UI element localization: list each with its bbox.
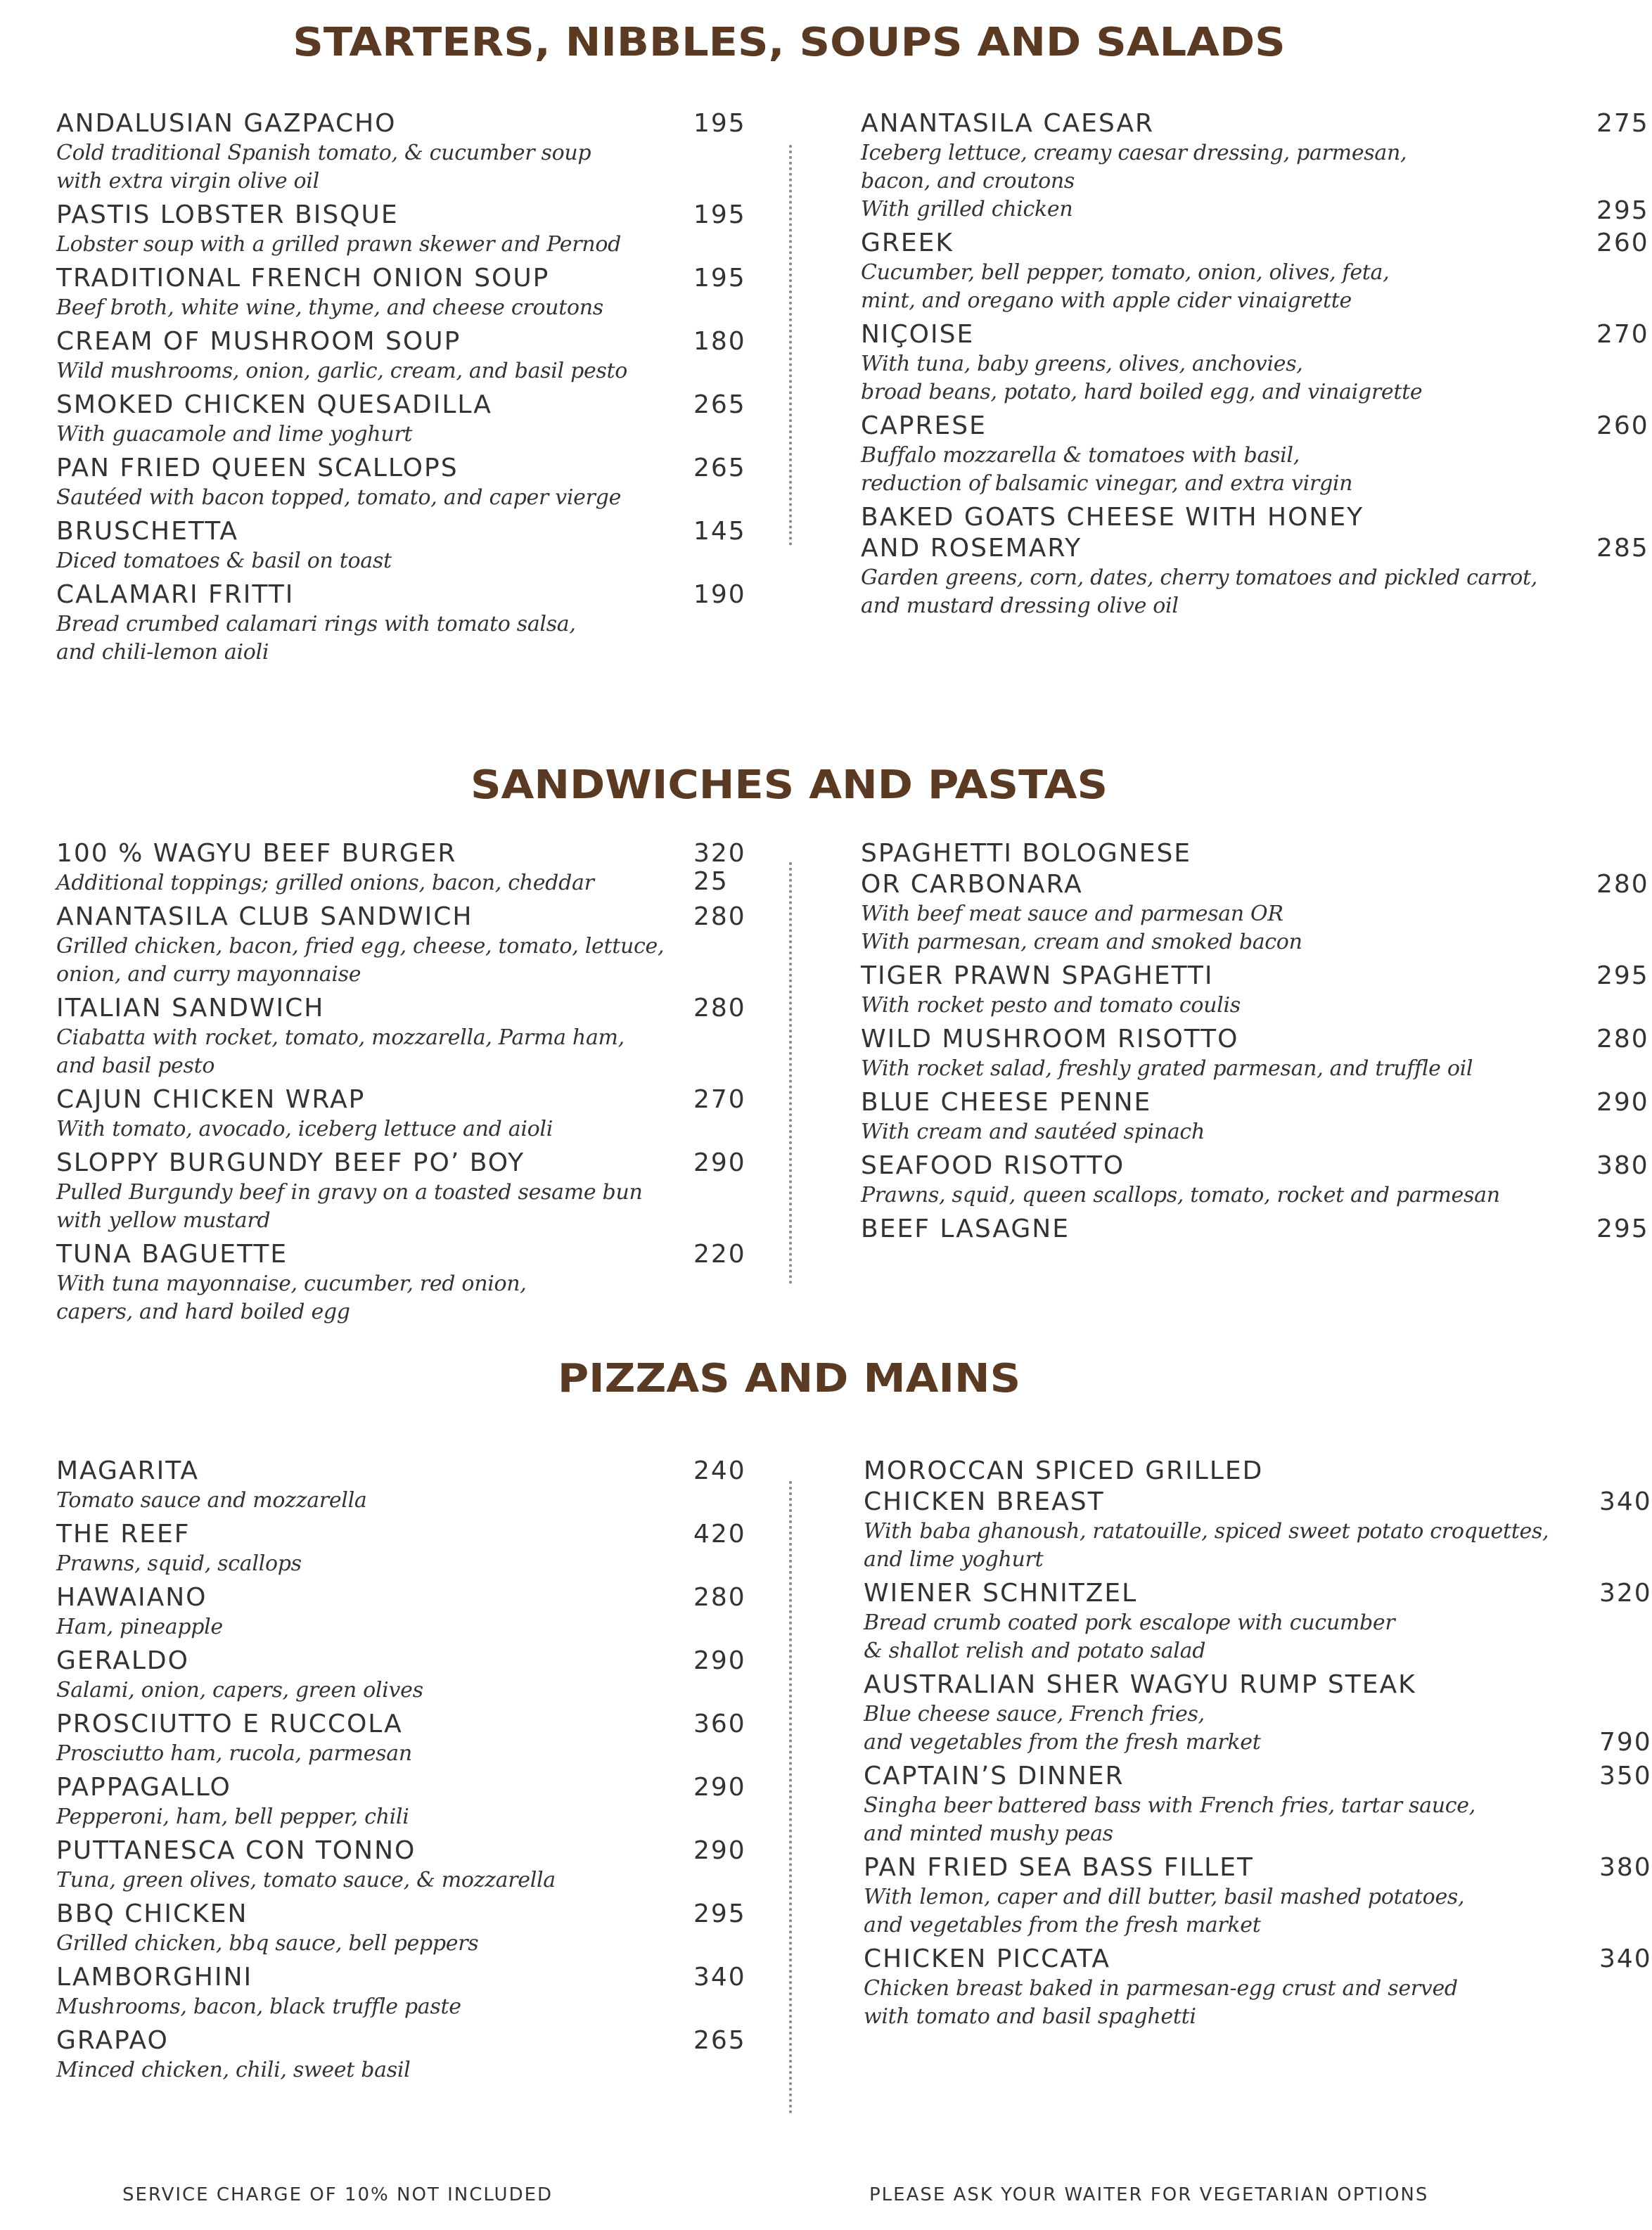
item-name: GREEK — [861, 229, 954, 257]
item-name: ITALIAN SANDWICH — [56, 994, 325, 1023]
menu-item-cajun-chicken-wrap — [56, 1084, 746, 1143]
item-price: 350 — [1599, 1762, 1652, 1790]
item-description: reduction of balsamic vinegar, and extra virgin — [861, 471, 1353, 496]
item-name: ANANTASILA CLUB SANDWICH — [56, 902, 473, 931]
item-name: BRUSCHETTA — [56, 517, 239, 546]
item-description: mint, and oregano with apple cider vinaigrette — [861, 288, 1352, 313]
item-description: Sautéed with bacon topped, tomato, and caper vierge — [56, 485, 622, 510]
item-description: Tuna, green olives, tomato sauce, & mozzarella — [56, 1868, 556, 1892]
menu-item-greek — [861, 228, 1649, 315]
item-description: With tuna mayonnaise, cucumber, red onion, — [56, 1271, 527, 1296]
menu-item-seafood-risotto — [861, 1151, 1649, 1210]
menu-item-andalusian-gazpacho — [56, 108, 746, 196]
item-description: With cream and sautéed spinach — [861, 1120, 1205, 1144]
item-description: Grilled chicken, bbq sauce, bell peppers — [56, 1931, 479, 1956]
item-price: 380 — [1599, 1853, 1652, 1882]
item-name: THE REEF — [56, 1520, 191, 1549]
item-name-continued: CHICKEN BREAST — [864, 1487, 1105, 1516]
item-price: 320 — [1599, 1579, 1652, 1608]
menu-item-grapao — [56, 2025, 746, 2084]
item-name: BLUE CHEESE PENNE — [861, 1088, 1152, 1117]
item-description: and mustard dressing olive oil — [861, 594, 1179, 618]
item-description: Lobster soup with a grilled prawn skewer and Pernod — [56, 232, 621, 257]
column-divider — [789, 862, 792, 1284]
item-description: With baba ghanoush, ratatouille, spiced sweet potato croquettes, — [864, 1519, 1549, 1544]
item-name: PROSCIUTTO E RUCCOLA — [56, 1710, 403, 1738]
item-description: Prosciutto ham, rucola, parmesan — [56, 1741, 412, 1766]
menu-item-100-wagyu-beef-burger — [56, 838, 746, 897]
item-price: 270 — [693, 1085, 746, 1114]
menu-item-baked-goats-cheese-with-honey — [861, 502, 1649, 620]
item-price: 360 — [693, 1710, 746, 1738]
footer-service-charge: SERVICE CHARGE OF 10% NOT INCLUDED — [122, 2184, 553, 2205]
item-price: 420 — [693, 1520, 746, 1549]
item-description: and minted mushy peas — [864, 1821, 1113, 1846]
item-name: NIÇOISE — [861, 320, 975, 349]
menu-item-pappagallo — [56, 1772, 746, 1831]
item-name: AUSTRALIAN SHER WAGYU RUMP STEAK — [864, 1670, 1416, 1699]
menu-item-chicken-piccata — [864, 1944, 1652, 2031]
item-description: Ciabatta with rocket, tomato, mozzarella, Parma ham, — [56, 1025, 625, 1050]
item-name: BEEF LASAGNE — [861, 1215, 1070, 1243]
item-price: 380 — [1596, 1151, 1649, 1180]
column-divider — [789, 145, 792, 546]
item-description: Pulled Burgundy beef in gravy on a toasted sesame bun — [56, 1180, 643, 1205]
item-name: WILD MUSHROOM RISOTTO — [861, 1025, 1239, 1053]
item-name: CREAM OF MUSHROOM SOUP — [56, 327, 461, 356]
item-price: 260 — [1596, 229, 1649, 257]
menu-item-beef-lasagne — [861, 1214, 1649, 1245]
item-name: TRADITIONAL FRENCH ONION SOUP — [56, 264, 550, 293]
item-price: 790 — [1599, 1728, 1652, 1757]
item-name: CALAMARI FRITTI — [56, 580, 295, 609]
item-description: and vegetables from the fresh market — [864, 1913, 1261, 1937]
item-price: 290 — [693, 1836, 746, 1865]
item-price: 240 — [693, 1456, 746, 1485]
menu-item-anantasila-caesar — [861, 108, 1649, 225]
item-price: 280 — [693, 994, 746, 1023]
item-price: 220 — [693, 1240, 746, 1269]
item-description: With tomato, avocado, iceberg lettuce and aioli — [56, 1117, 553, 1141]
item-price: 265 — [693, 2026, 746, 2055]
item-name: SMOKED CHICKEN QUESADILLA — [56, 390, 492, 419]
menu-item-magarita — [56, 1456, 746, 1515]
menu-item-bbq-chicken — [56, 1899, 746, 1958]
item-name: LAMBORGHINI — [56, 1963, 253, 1992]
item-description: Chicken breast baked in parmesan-egg crust and served — [864, 1976, 1458, 2001]
item-description: with yellow mustard — [56, 1208, 271, 1233]
item-description: Cucumber, bell pepper, tomato, onion, olives, feta, — [861, 260, 1390, 285]
item-name-continued: AND ROSEMARY — [861, 534, 1082, 563]
item-name: GRAPAO — [56, 2026, 169, 2055]
item-name: CHICKEN PICCATA — [864, 1944, 1110, 1973]
item-name: WIENER SCHNITZEL — [864, 1579, 1138, 1608]
item-price: 145 — [693, 517, 746, 546]
column-divider — [789, 1481, 792, 2114]
item-price: 285 — [1596, 534, 1649, 563]
item-name: PUTTANESCA CON TONNO — [56, 1836, 416, 1865]
item-description: Beef broth, white wine, thyme, and cheese croutons — [56, 295, 603, 320]
item-name: CAJUN CHICKEN WRAP — [56, 1085, 366, 1114]
item-description: Pepperoni, ham, bell pepper, chili — [56, 1805, 409, 1829]
section-title-pizzas: PIZZAS AND MAINS — [557, 1356, 1021, 1402]
item-price: 290 — [693, 1646, 746, 1675]
menu-item-captain-s-dinner — [864, 1761, 1652, 1848]
item-name: SLOPPY BURGUNDY BEEF PO’ BOY — [56, 1148, 525, 1177]
section-title-starters: STARTERS, NIBBLES, SOUPS AND SALADS — [293, 20, 1286, 65]
menu-item-puttanesca-con-tonno — [56, 1835, 746, 1895]
menu-item-cream-of-mushroom-soup — [56, 326, 746, 385]
item-description: Minced chicken, chili, sweet basil — [56, 2058, 411, 2082]
menu-item-anantasila-club-sandwich — [56, 902, 746, 989]
item-description: Bread crumbed calamari rings with tomato salsa, — [56, 612, 576, 636]
item-price: 195 — [693, 200, 746, 229]
menu-item-spaghetti-bolognese — [861, 838, 1649, 956]
starters-right-column — [861, 108, 1649, 624]
menu-item-pastis-lobster-bisque — [56, 200, 746, 259]
item-description: Iceberg lettuce, creamy caesar dressing, parmesan, — [861, 141, 1407, 165]
menu-item-pan-fried-sea-bass-fillet — [864, 1852, 1652, 1940]
menu-item-nicoise — [861, 319, 1649, 406]
item-description: Additional toppings; grilled onions, bacon, cheddar — [56, 871, 594, 895]
item-description: With beef meat sauce and parmesan OR — [861, 902, 1283, 926]
item-description: broad beans, potato, hard boiled egg, and vinaigrette — [861, 380, 1423, 404]
item-description: With rocket pesto and tomato coulis — [861, 993, 1241, 1018]
item-description: bacon, and croutons — [861, 169, 1075, 193]
item-price: 295 — [693, 1899, 746, 1928]
item-description: With lemon, caper and dill butter, basil mashed potatoes, — [864, 1885, 1465, 1909]
item-description: With rocket salad, freshly grated parmesan, and truffle oil — [861, 1056, 1473, 1081]
item-description: Prawns, squid, queen scallops, tomato, rocket and parmesan — [861, 1183, 1500, 1207]
menu-item-smoked-chicken-quesadilla — [56, 390, 746, 449]
menu-item-wild-mushroom-risotto — [861, 1024, 1649, 1083]
item-description: Singha beer battered bass with French fries, tartar sauce, — [864, 1793, 1475, 1818]
item-option-price: 295 — [1596, 196, 1649, 225]
item-name: PASTIS LOBSTER BISQUE — [56, 200, 399, 229]
item-price: 195 — [693, 109, 746, 138]
item-description: Mushrooms, bacon, black truffle paste — [56, 1994, 461, 2019]
item-name: SEAFOOD RISOTTO — [861, 1151, 1125, 1180]
item-description: With tuna, baby greens, olives, anchovies, — [861, 352, 1303, 376]
sandwiches-left-column — [56, 838, 746, 1331]
item-description: Blue cheese sauce, French fries, — [864, 1702, 1205, 1726]
menu-item-hawaiano — [56, 1582, 746, 1641]
item-price: 295 — [1596, 1215, 1649, 1243]
item-name: 100 % WAGYU BEEF BURGER — [56, 839, 457, 868]
item-name: TUNA BAGUETTE — [56, 1240, 288, 1269]
item-description: and vegetables from the fresh market — [864, 1730, 1261, 1755]
item-price: 290 — [693, 1148, 746, 1177]
item-price: 270 — [1596, 320, 1649, 349]
pizzas-left-column — [56, 1456, 746, 2089]
item-description: Buffalo mozzarella & tomatoes with basil, — [861, 443, 1300, 468]
item-name: TIGER PRAWN SPAGHETTI — [861, 961, 1214, 990]
item-description: and lime yoghurt — [864, 1547, 1044, 1572]
item-name: PAPPAGALLO — [56, 1773, 231, 1802]
item-price: 260 — [1596, 411, 1649, 440]
item-price: 340 — [693, 1963, 746, 1992]
item-price: 275 — [1596, 109, 1649, 138]
item-description: and chili-lemon aioli — [56, 640, 269, 665]
item-price: 190 — [693, 580, 746, 609]
item-price: 265 — [693, 390, 746, 419]
item-price: 290 — [1596, 1088, 1649, 1117]
item-name: PAN FRIED QUEEN SCALLOPS — [56, 454, 459, 482]
item-name: ANANTASILA CAESAR — [861, 109, 1155, 138]
menu-item-wiener-schnitzel — [864, 1578, 1652, 1665]
item-name: BBQ CHICKEN — [56, 1899, 248, 1928]
item-description: Diced tomatoes & basil on toast — [56, 549, 392, 573]
menu-item-australian-sher-wagyu-rump-steak — [864, 1670, 1652, 1757]
item-price: 280 — [693, 1583, 746, 1612]
item-price: 295 — [1596, 961, 1649, 990]
item-price: 290 — [693, 1773, 746, 1802]
item-price: 195 — [693, 264, 746, 293]
item-description: capers, and hard boiled egg — [56, 1300, 350, 1324]
starters-left-column — [56, 108, 746, 671]
item-option: With grilled chicken — [861, 197, 1073, 222]
menu-item-calamari-fritti — [56, 579, 746, 667]
item-price: 340 — [1599, 1487, 1652, 1516]
item-price: 280 — [1596, 870, 1649, 899]
item-description: Ham, pineapple — [56, 1615, 223, 1639]
menu-item-sloppy-burgundy-beef-po-boy — [56, 1148, 746, 1235]
sandwiches-right-column — [861, 838, 1649, 1249]
item-name: GERALDO — [56, 1646, 189, 1675]
menu-item-prosciutto-e-ruccola — [56, 1709, 746, 1768]
item-price: 265 — [693, 454, 746, 482]
item-price: 320 — [693, 839, 746, 868]
footer-vegetarian-note: PLEASE ASK YOUR WAITER FOR VEGETARIAN OPTIONS — [869, 2184, 1429, 2205]
item-name: MOROCCAN SPICED GRILLED — [864, 1456, 1264, 1485]
item-description: with tomato and basil spaghetti — [864, 2004, 1196, 2029]
menu-item-traditional-french-onion-soup — [56, 263, 746, 322]
item-name: MAGARITA — [56, 1456, 200, 1485]
menu-item-tiger-prawn-spaghetti — [861, 961, 1649, 1020]
section-title-sandwiches: SANDWICHES AND PASTAS — [470, 762, 1108, 808]
item-name: SPAGHETTI BOLOGNESE — [861, 839, 1192, 868]
menu-item-pan-fried-queen-scallops — [56, 453, 746, 512]
item-description: and basil pesto — [56, 1053, 215, 1078]
menu-item-bruschetta — [56, 516, 746, 575]
menu-item-the-reef — [56, 1519, 746, 1578]
item-description: with extra virgin olive oil — [56, 169, 319, 193]
item-description: & shallot relish and potato salad — [864, 1639, 1206, 1663]
item-name: ANDALUSIAN GAZPACHO — [56, 109, 397, 138]
menu-item-lamborghini — [56, 1962, 746, 2021]
mains-right-column — [864, 1456, 1652, 2035]
menu-item-italian-sandwich — [56, 993, 746, 1080]
item-price: 280 — [1596, 1025, 1649, 1053]
item-name: CAPRESE — [861, 411, 987, 440]
item-description: Tomato sauce and mozzarella — [56, 1488, 367, 1513]
menu-item-moroccan-spiced-grilled — [864, 1456, 1652, 1574]
item-description: Cold traditional Spanish tomato, & cucumber soup — [56, 141, 591, 165]
menu-item-caprese — [861, 411, 1649, 498]
item-name-continued: OR CARBONARA — [861, 870, 1083, 899]
item-price: 280 — [693, 902, 746, 931]
item-price: 340 — [1599, 1944, 1652, 1973]
menu-item-blue-cheese-penne — [861, 1087, 1649, 1146]
item-description: Salami, onion, capers, green olives — [56, 1678, 423, 1703]
item-description: Grilled chicken, bacon, fried egg, cheese, tomato, lettuce, — [56, 934, 665, 959]
item-name: PAN FRIED SEA BASS FILLET — [864, 1853, 1254, 1882]
item-name: BAKED GOATS CHEESE WITH HONEY — [861, 503, 1364, 532]
item-description: onion, and curry mayonnaise — [56, 962, 361, 987]
item-price: 180 — [693, 327, 746, 356]
item-description: With guacamole and lime yoghurt — [56, 422, 413, 447]
menu-item-tuna-baguette — [56, 1239, 746, 1326]
item-name: HAWAIANO — [56, 1583, 207, 1612]
item-description: Garden greens, corn, dates, cherry tomatoes and pickled carrot, — [861, 565, 1538, 590]
toppings-price: 25 — [693, 867, 729, 896]
item-description: Prawns, squid, scallops — [56, 1551, 302, 1576]
item-description: With parmesan, cream and smoked bacon — [861, 930, 1302, 954]
item-description: Bread crumb coated pork escalope with cucumber — [864, 1610, 1395, 1635]
item-description: Wild mushrooms, onion, garlic, cream, and basil pesto — [56, 359, 628, 383]
item-name: CAPTAIN’S DINNER — [864, 1762, 1125, 1790]
menu-item-geraldo — [56, 1646, 746, 1705]
